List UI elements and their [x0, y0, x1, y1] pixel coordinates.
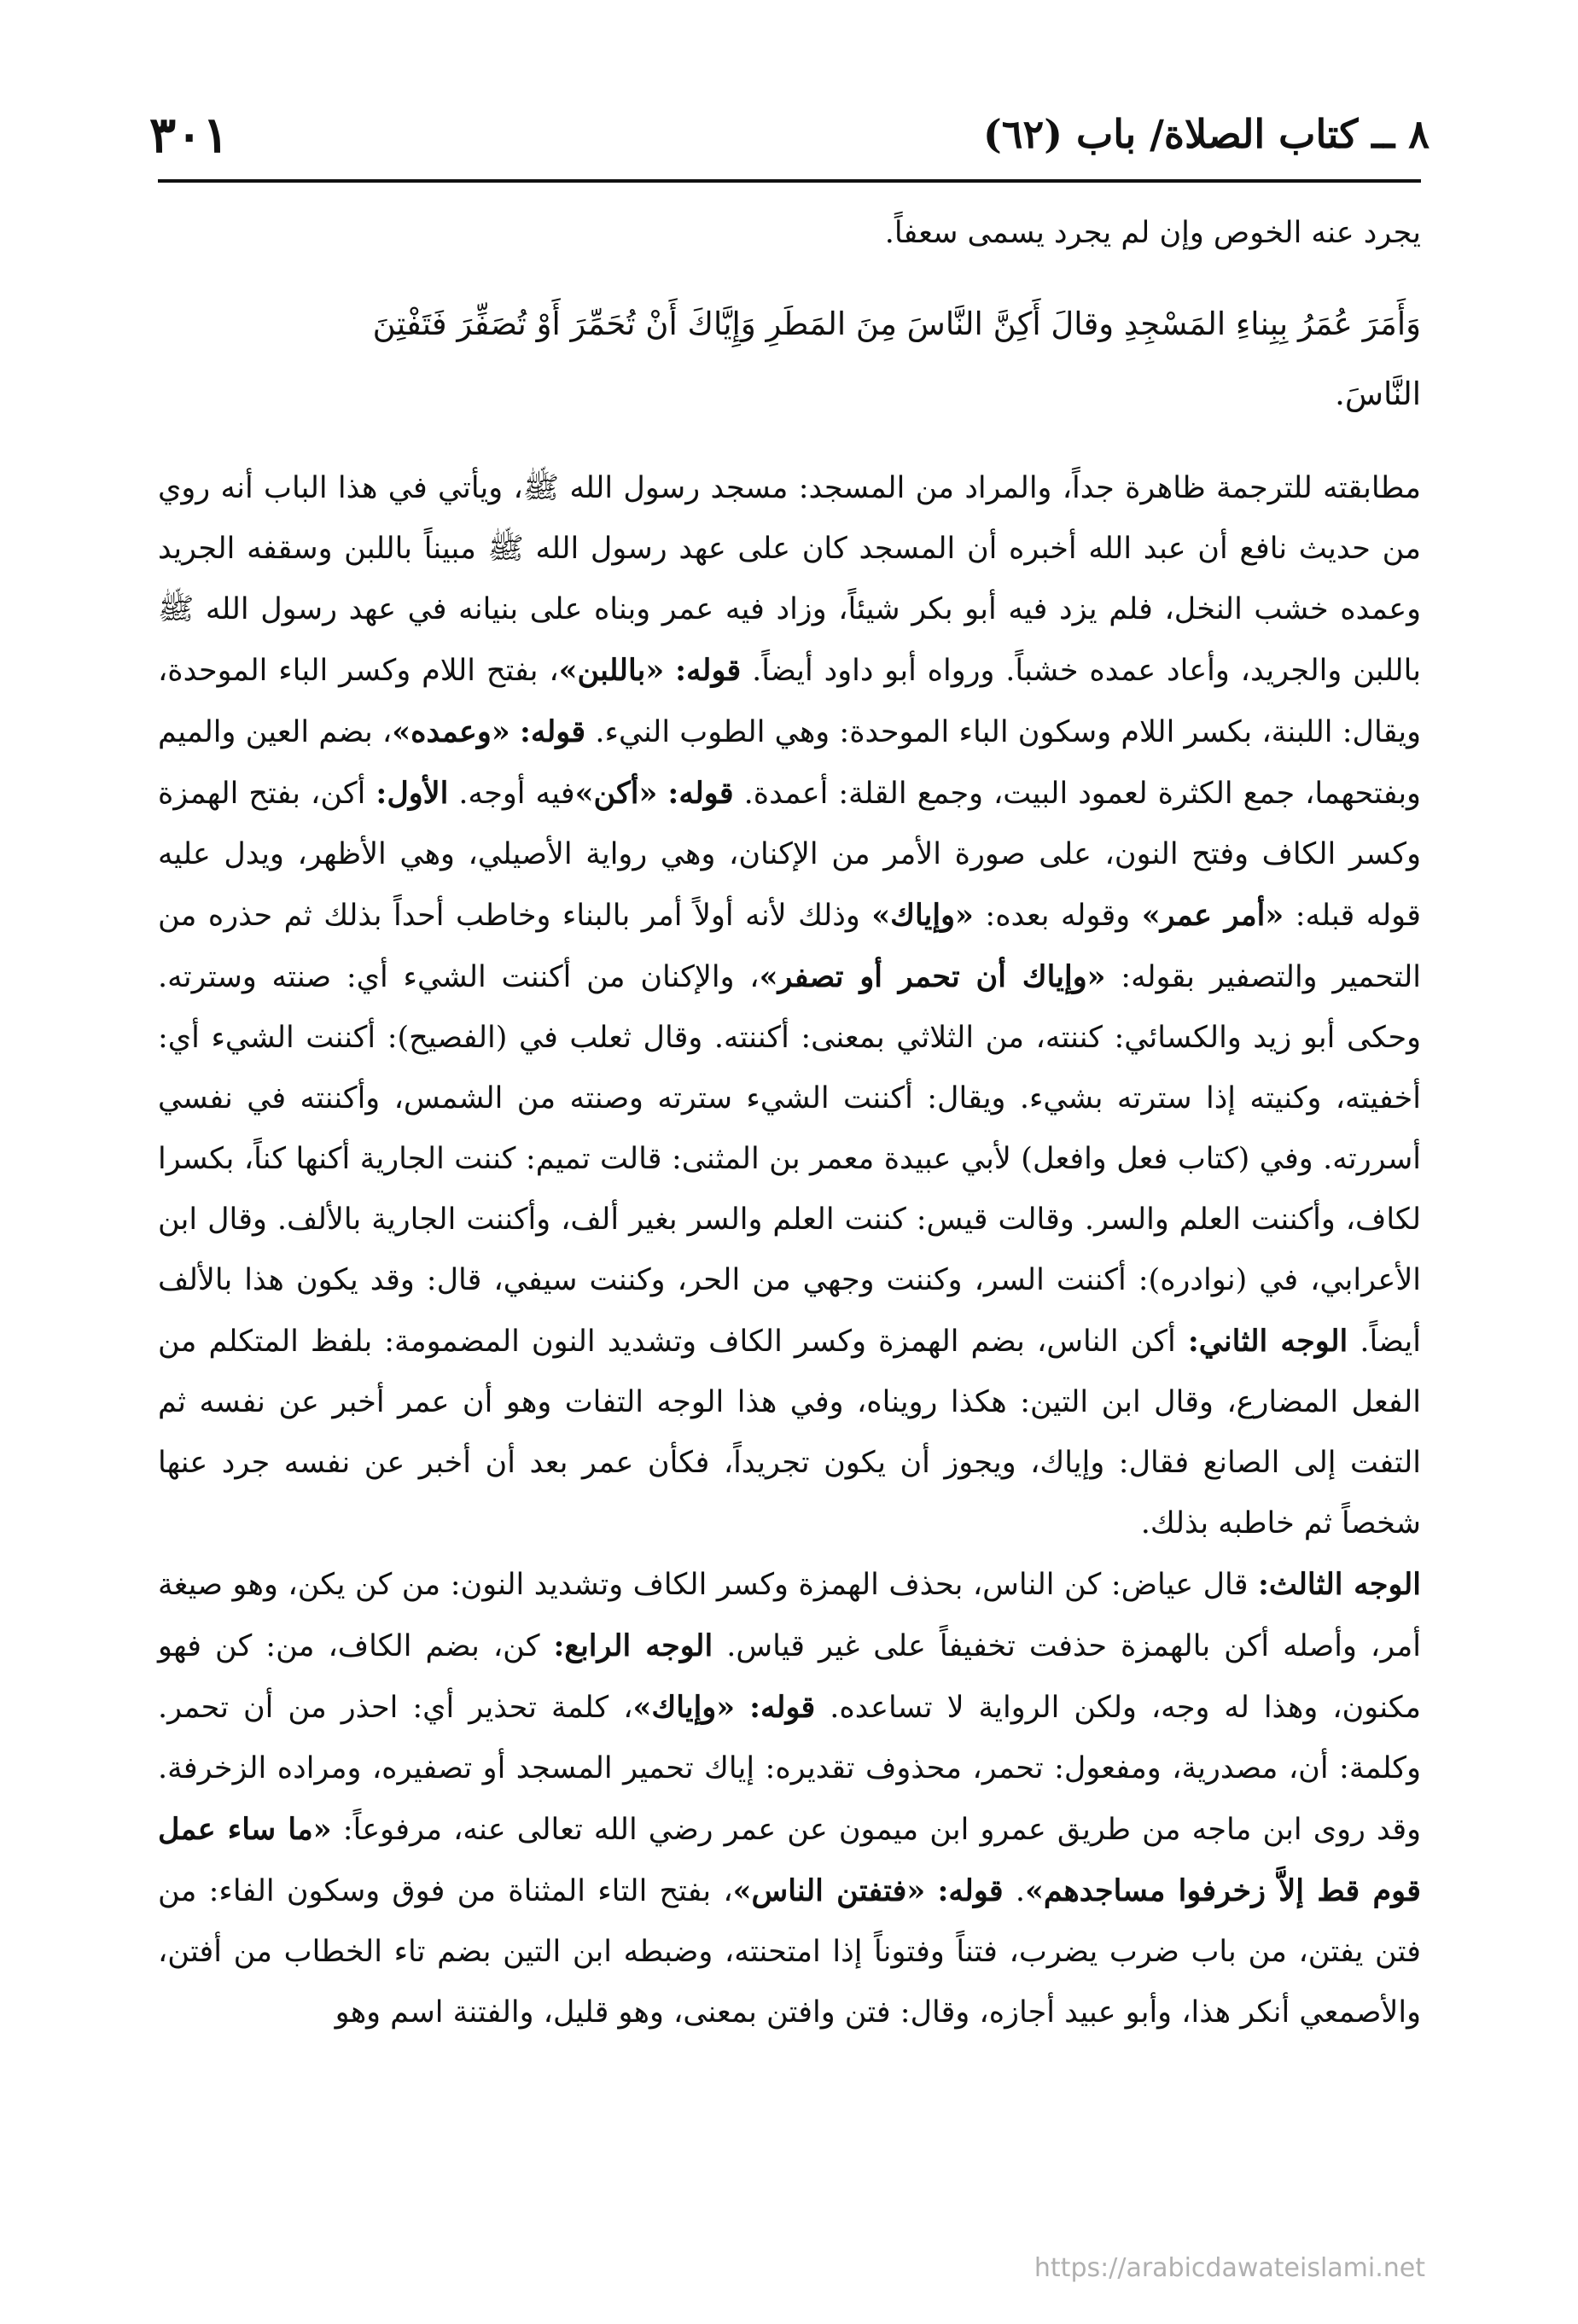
commentary-text: قال عياض: كن الناس، بحذف الهمزة وكسر الكاف وتشديد النون: من كن يكن، وهو صيغة أمر، وأصله أكن بالهمزة حذفت تخفيفاً على غير قياس. — [158, 1568, 1421, 1663]
commentary-text: أكن، بفتح الهمزة وكسر الكاف وفتح النون، على صورة الأمر من الإكنان، وهي رواية الأصيلي، وهي الأظهر، ويدل عليه قوله قبله: — [158, 777, 1421, 933]
commentary-text: ، بفتح التاء المثناة من فوق وسكون الفاء: من فتن يفتن، من باب ضرب يضرب، فتناً وفتوناً إذا امتحنته، وضبطه ابن التين بضم تاء الخطاب من أفتن، والأصمعي أنكر هذا، وأبو عبيد أجازه، وقال: فتن وافتن بمعنى، وهو قليل، والفتنة اسم وهو — [158, 1874, 1421, 2030]
label-qawluh: قوله: — [749, 1690, 816, 1725]
label-second-aspect: الوجه الثاني: — [1187, 1324, 1348, 1359]
commentary-text: ، والإكنان من أكننت الشيء أي: صنته وسترته. وحكى أبو زيد والكسائي: كننته، من الثلاثي بمعنى: أكننته. وقال ثعلب في (الفصيح): أكننت الشيء أي: أخفيته، وكنيته إذا سترته بشيء. ويقال: أكننت الشيء سترته وصنته من الشمس، وأكننته في نفسي أسررته. وفي (كتاب فعل وافعل) لأبي عبيدة معمر بن المثنى: قالت تميم: كننت الجارية أكنها كناً، بكسرا لكاف، وأكننت العلم والسر. وقالت قيس: كننت العلم والسر بغير ألف، وأكننت الجارية بالألف. وقال ابن الأعرابي، في (نوادره): أكننت السر، وكننت وجهي من الحر، وكننت سيفي، قال: وقد يكون هذا بالألف أيضاً. — [158, 960, 1421, 1359]
term-umadah: «وعمده» — [392, 714, 510, 749]
commentary-text: وقوله بعده: — [985, 899, 1131, 933]
quote-line-2: النَّاسَ. — [1335, 376, 1421, 412]
commentary-text: أكن الناس، بضم الهمزة وكسر الكاف وتشديد النون المضمومة: بلفظ المتكلم من الفعل المضارع، وقال ابن التين: هكذا رويناه، وفي هذا الوجه التفات وهو أن عمر أخبر عن نفسه ثم التفت إلى الصانع فقال: وإياك، ويجوز أن يكون تجريداً، فكأن عمر بعد أن أخبر عن نفسه جرد عنها شخصاً ثم خاطبه بذلك. — [158, 1325, 1421, 1541]
term-wa-iyyaka: «وإياك» — [871, 898, 974, 933]
hadith-quote — [158, 289, 1421, 429]
commentary-text: ، بضم العين والميم وبفتحهما، جمع الكثرة لعمود البيت، وجمع القلة: أعمدة. — [158, 715, 1421, 811]
hadith-quote-inline: «ما ساء عمل قوم قط إلاَّ زخرفوا مساجدهم» — [158, 1812, 1421, 1908]
term-amara-umar: «أمر عمر» — [1141, 898, 1284, 933]
intro-line: يجرد عنه الخوص وإن لم يجرد يسمى سعفاً. — [884, 216, 1421, 250]
label-third-aspect: الوجه الثالث: — [1257, 1567, 1421, 1602]
term-allabin: «باللبن» — [558, 653, 665, 688]
commentary-paragraph — [158, 458, 1421, 2043]
label-fourth-aspect: الوجه الرابع: — [553, 1628, 713, 1663]
quote-line-1: وَأَمَرَ عُمَرُ بِبِناءِ المَسْجِدِ وقالَ أَكِنَّ النَّاسَ مِنَ المَطَرِ وَإِيَّاكَ أَنْ تُحَمِّرَ أَوْ تُصَفِّرَ فَتَفْتِنَ — [372, 306, 1421, 342]
label-first-aspect: الأول: — [376, 776, 449, 811]
label-qawluh: قوله: — [675, 653, 742, 688]
label-qawluh: قوله: — [519, 714, 586, 749]
commentary-text: . — [1015, 1874, 1026, 1908]
label-qawluh: قوله: — [937, 1873, 1004, 1908]
commentary-text: ، بفتح اللام وكسر الباء الموحدة، ويقال: اللبنة، بكسر اللام وسكون الباء الموحدة: وهي الطوب النيء. — [158, 654, 1421, 749]
commentary-text: كن، بضم الكاف، من: كن فهو مكنون، وهذا له وجه، ولكن الرواية لا تساعده. — [158, 1629, 1421, 1725]
term-wa-iyyaka: «وإياك» — [632, 1690, 736, 1725]
watermark-url: https://arabicdawateislami.net — [1034, 2253, 1425, 2283]
label-qawluh: قوله: — [667, 776, 734, 811]
running-header — [149, 106, 1430, 179]
header-divider — [158, 179, 1421, 183]
term-fatuftin-annas: «فتفتن الناس» — [732, 1873, 926, 1908]
chapter-title: ٨ ــ كتاب الصلاة/ باب (٦٢) — [983, 111, 1430, 157]
term-iyyaka-an-tuhammir: «وإياك أن تحمر أو تصفر» — [759, 959, 1106, 994]
term-akinn: «أكن» — [574, 776, 658, 811]
main-text — [158, 203, 1421, 2043]
page-number: ٣٠١ — [149, 106, 230, 164]
commentary-text: فيه أوجه. — [458, 777, 575, 811]
commentary-text: وذلك لأنه أولاً أمر بالبناء وخاطب أحداً بذلك ثم حذره من التحمير والتصفير بقوله: — [158, 899, 1421, 994]
commentary-text: ، كلمة تحذير أي: احذر من أن تحمر. وكلمة: أن، مصدرية، ومفعول: تحمر، محذوف تقديره: إياك تحمير المسجد أو تصفيره، ومراده الزخرفة. وقد روى ابن ماجه من طريق عمرو ابن ميمون عن عمر رضي الله تعالى عنه، مرفوعاً: — [158, 1691, 1421, 1847]
commentary-text: مطابقته للترجمة ظاهرة جداً، والمراد من المسجد: مسجد رسول الله ﷺ، ويأتي في هذا الباب أنه روي من حديث نافع أن عبد الله أخبره أن المسجد كان على عهد رسول الله ﷺ مبيناً باللبن وسقفه الجريد وعمده خشب النخل، فلم يزد فيه أبو بكر شيئاً، وزاد فيه عمر وبناه على بنيانه في عهد رسول الله ﷺ باللبن والجريد، وأعاد عمده خشباً. ورواه أبو داود أيضاً. — [158, 471, 1422, 688]
